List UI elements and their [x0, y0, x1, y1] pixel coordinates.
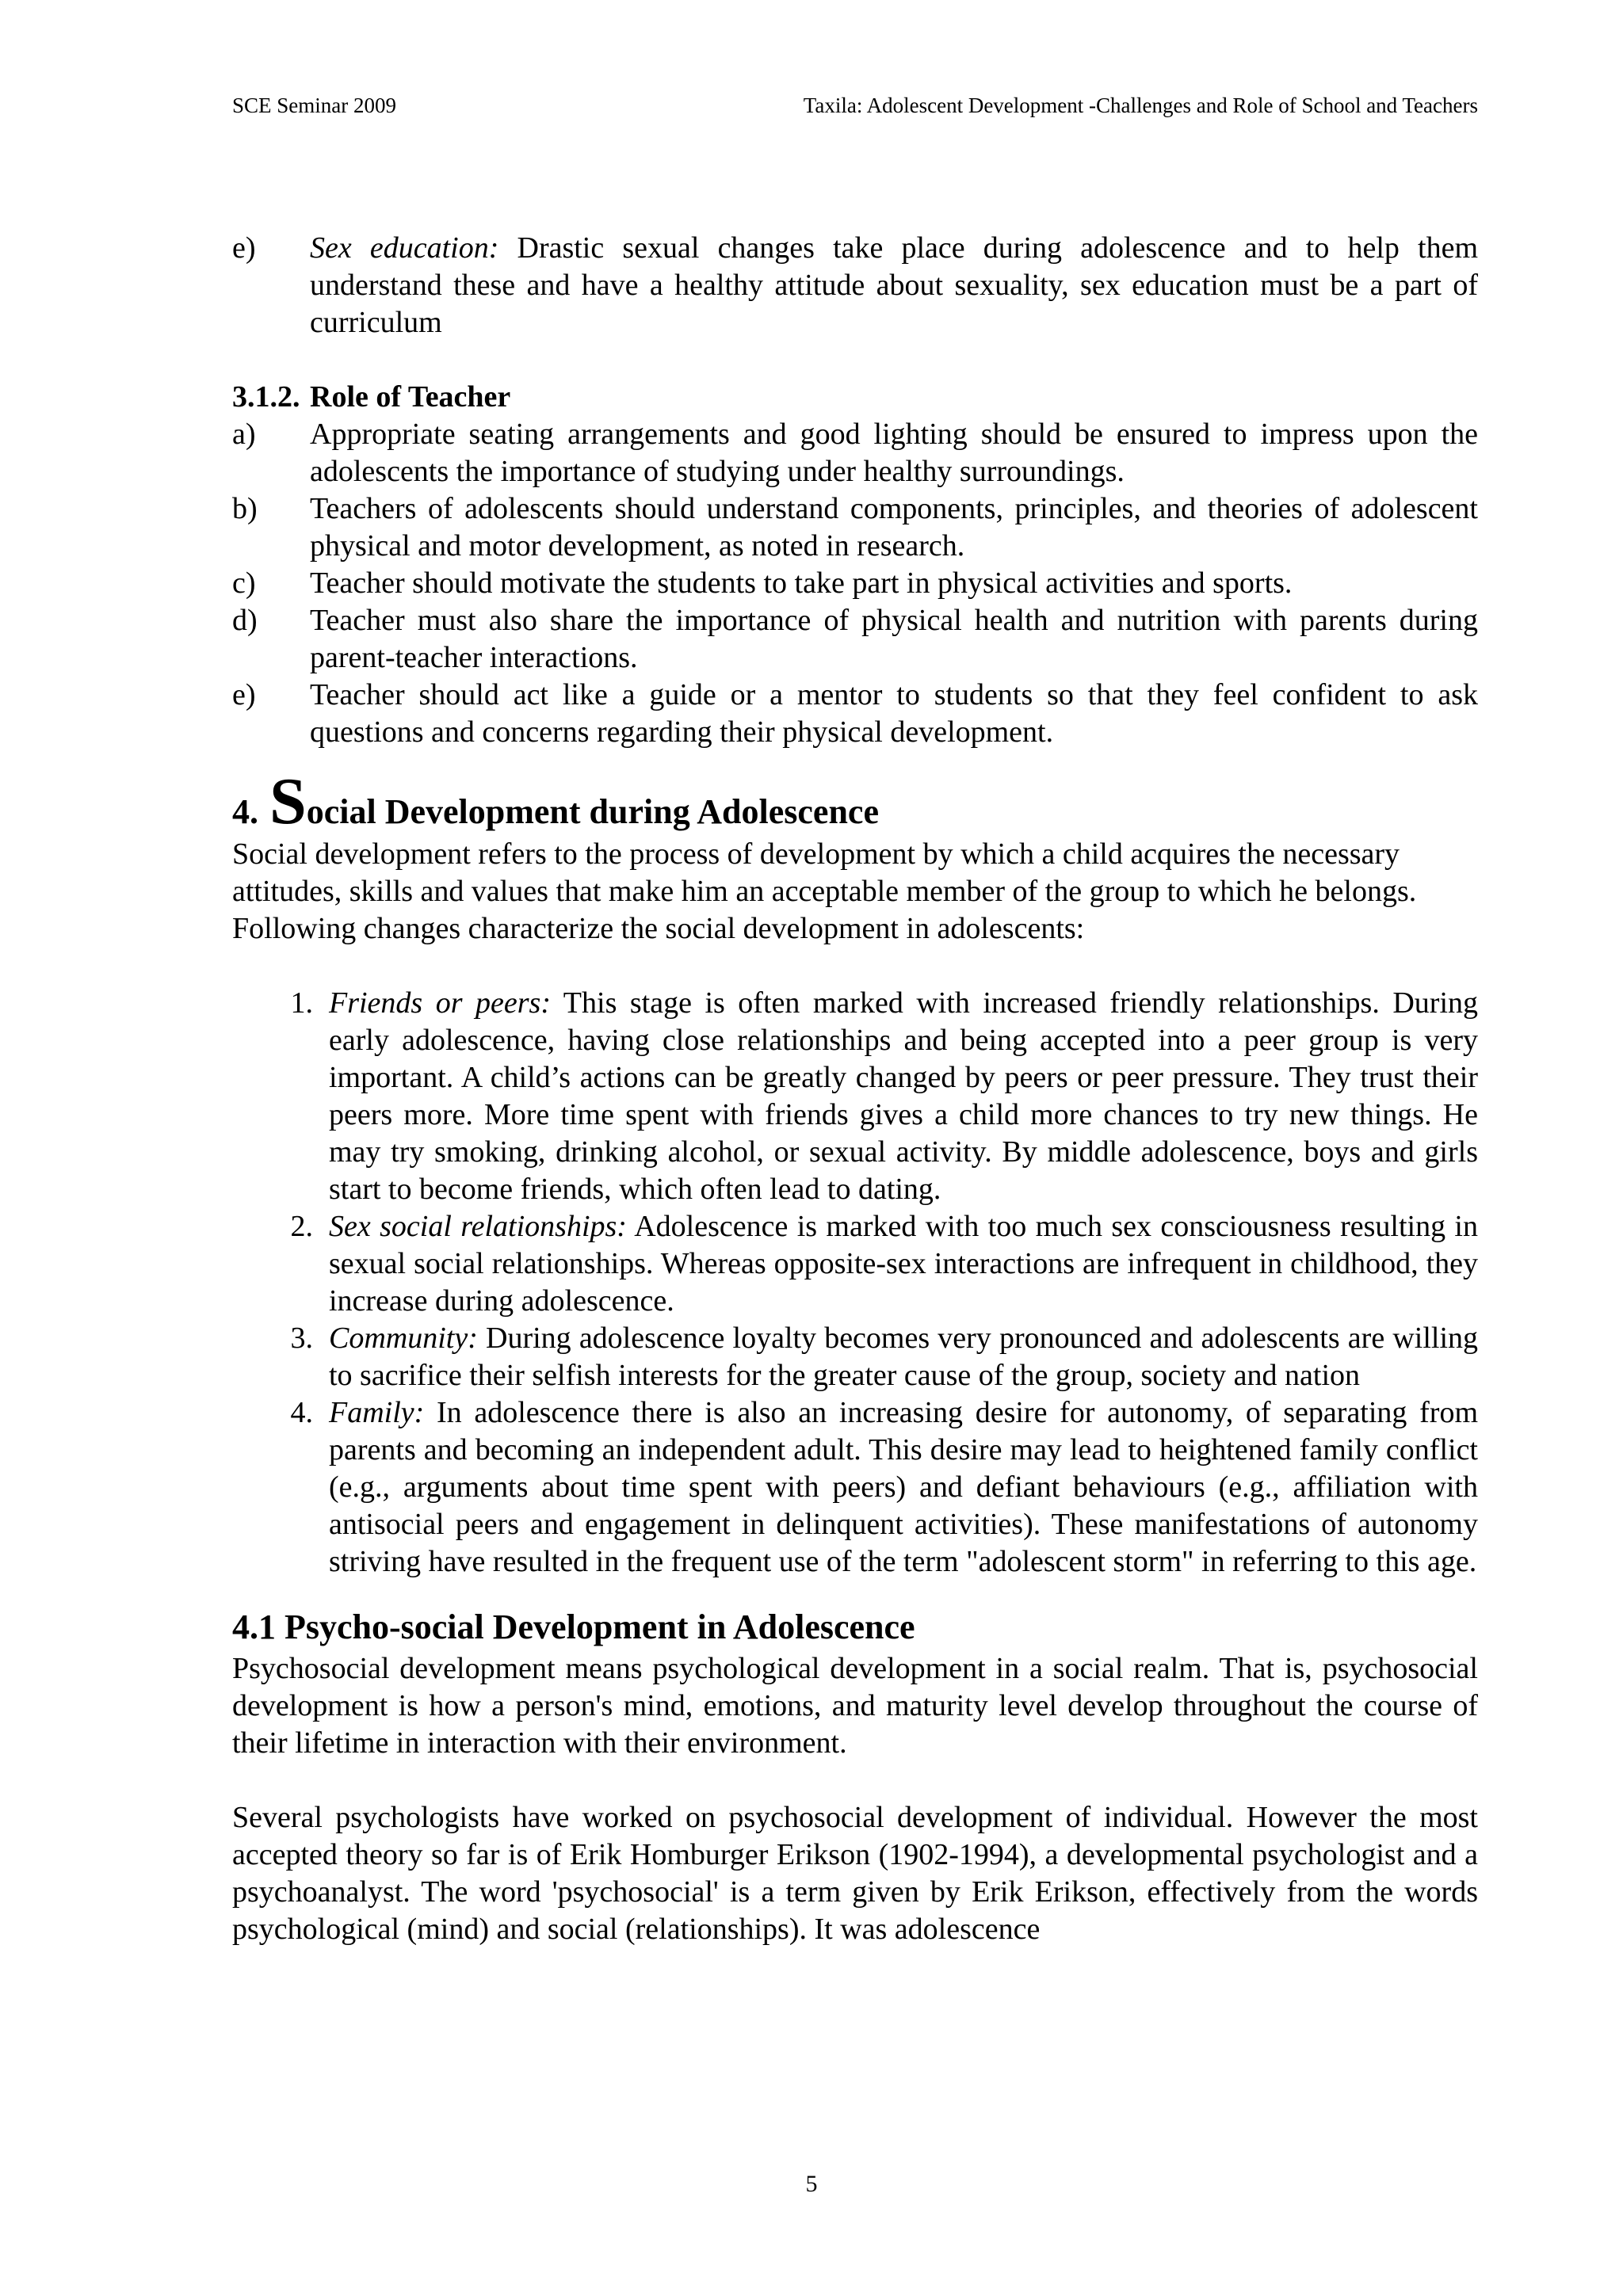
list-text: Teacher should act like a guide or a mentor to students so that they feel confident to ask questions and concerns regarding their physical development.: [310, 678, 1478, 749]
page-number: 5: [805, 2171, 818, 2197]
list-marker: b): [232, 492, 258, 525]
list-marker: e): [232, 231, 256, 265]
running-header: [232, 93, 1478, 118]
section-number: 4.: [232, 792, 258, 831]
list-item: [232, 677, 1478, 751]
list-item: [232, 416, 1478, 490]
list-marker: a): [232, 418, 256, 451]
list-text: Sex education: Drastic sexual changes take place during adolescence and to help them understand these and have a healthy attitude about sexuality, sex education must be a part of curriculum: [310, 231, 1479, 339]
list-marker: d): [232, 604, 258, 637]
list-marker: 4.: [290, 1396, 313, 1429]
list-marker: c): [232, 566, 256, 600]
list-text: Teacher should motivate the students to take part in physical activities and sports.: [310, 566, 1293, 600]
list-item: [232, 602, 1478, 677]
list-term: Sex social relationships:: [329, 1210, 627, 1243]
list-item: [232, 1208, 1478, 1320]
list-term: Sex education:: [310, 231, 499, 265]
list-text: Friends or peers: This stage is often marked with increased friendly relationships. During early adolescence, having close relationships and being accepted into a peer group is very important. A child’s actions can be greatly changed by peers or peer pressure. They trust their peers more. More time spent with friends gives a child more chances to try new things. He may try smoking, drinking alcohol, or sexual activity. By middle adolescence, boys and girls start to become friends, which often lead to dating.: [329, 986, 1479, 1206]
list-item: [232, 1320, 1478, 1394]
list-item: [232, 230, 1478, 341]
subsection-heading: [232, 379, 1478, 416]
social-development-list: [232, 985, 1478, 1581]
section-heading: [232, 765, 1478, 838]
list-item: [232, 1394, 1478, 1581]
section-title: ocial Development during Adolescence: [306, 792, 879, 831]
list-text: Family: In adolescence there is also an increasing desire for autonomy, of separating from parents and becoming an independent adult. This desire may lead to heightened family conflict (e.g., arguments about time spent with peers) and defiant behaviours (e.g., affiliation with antisocial peers and engagement in delinquent activities). These manifestations of autonomy striving have resulted in the frequent use of the term "adolescent storm" in referring to this age.: [329, 1396, 1478, 1578]
list-item: [232, 490, 1478, 565]
header-left: SCE Seminar 2009: [232, 93, 396, 117]
list-marker: 3.: [290, 1322, 313, 1355]
list-item: [232, 985, 1478, 1208]
list-marker: 2.: [290, 1210, 313, 1243]
header-right: Taxila: Adolescent Development -Challenges and Role of School and Teachers: [803, 93, 1478, 117]
subsection-number: 3.1.2.: [232, 380, 300, 414]
list-marker: 1.: [290, 986, 313, 1020]
page-body: [232, 230, 1478, 1948]
list-term: Friends or peers:: [329, 986, 551, 1020]
list-text: Teacher must also share the importance of physical health and nutrition with parents during parent-teacher interactions.: [310, 604, 1478, 674]
teacher-role-list: [232, 416, 1478, 751]
drop-initial: S: [269, 765, 307, 838]
subsection-title: Role of Teacher: [310, 380, 511, 414]
list-term: Community:: [329, 1322, 478, 1355]
list-text: Community: During adolescence loyalty becomes very pronounced and adolescents are willing to sacrifice their selfish interests for the greater cause of the group, society and nation: [329, 1322, 1478, 1392]
list-marker: e): [232, 678, 256, 711]
list-item: [232, 565, 1478, 602]
list-text: Appropriate seating arrangements and good lighting should be ensured to impress upon the adolescents the importance of studying under healthy surroundings.: [310, 418, 1478, 488]
paragraph: Psychosocial development means psychological development in a social realm. That is, psychosocial development is how a person's mind, emotions, and maturity level develop throughout the course of their lifetime in interaction with their environment.: [232, 1652, 1478, 1760]
subsection-heading-4-1: 4.1 Psycho-social Development in Adolescence: [232, 1608, 915, 1646]
list-term: Family:: [329, 1396, 425, 1429]
paragraph: Several psychologists have worked on psychosocial development of individual. However the most accepted theory so far is of Erik Homburger Erikson (1902-1994), a developmental psychologist and a psychoanalyst. The word 'psychosocial' is a term given by Erik Erikson, effectively from the words psychological (mind) and social (relationships). It was adolescence: [232, 1801, 1478, 1946]
section-intro: Social development refers to the process of development by which a child acquires the necessary attitudes, skills and values that make him an acceptable member of the group to which he belongs. Following changes characterize the social development in adolescents:: [232, 837, 1417, 945]
list-text: Teachers of adolescents should understand components, principles, and theories of adolescent physical and motor development, as noted in research.: [310, 492, 1478, 563]
list-text: Sex social relationships: Adolescence is marked with too much sex consciousness resulting in sexual social relationships. Whereas opposite-sex interactions are infrequent in childhood, they increase during adolescence.: [329, 1210, 1478, 1318]
